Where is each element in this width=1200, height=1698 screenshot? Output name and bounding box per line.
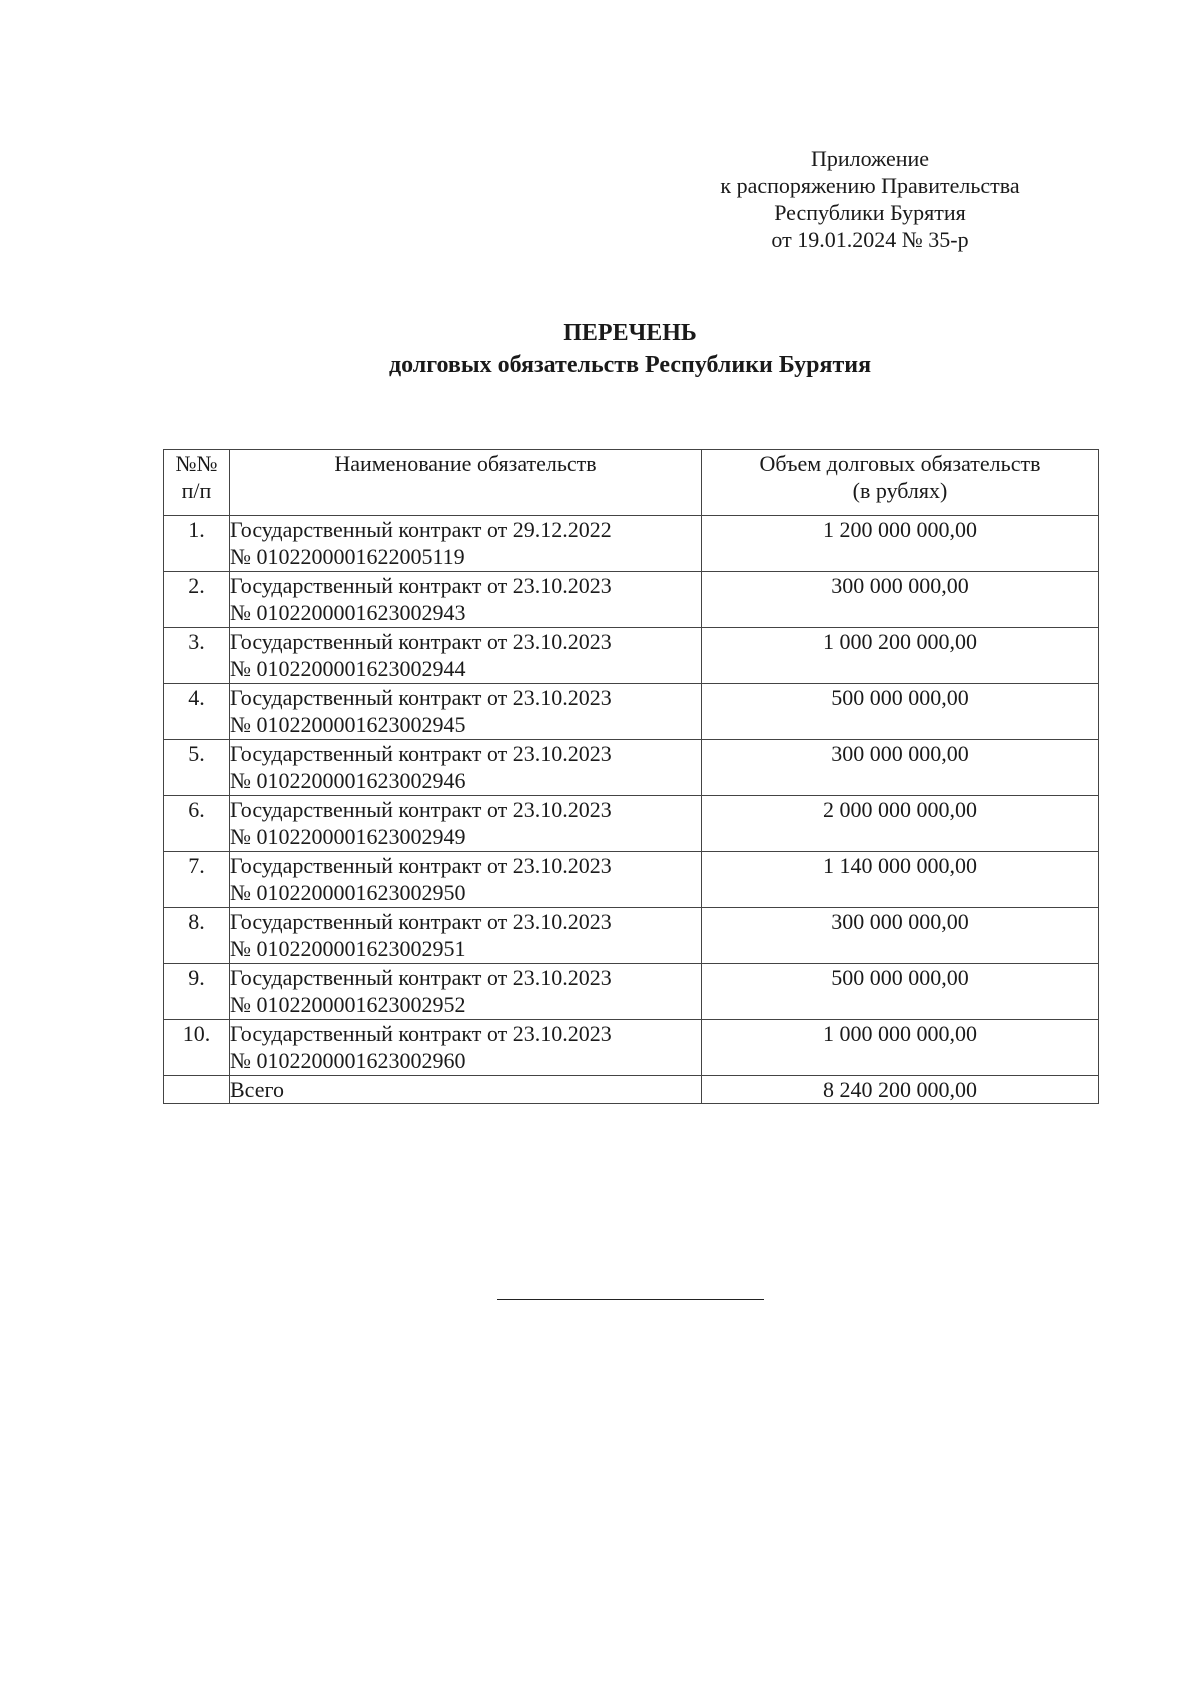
header-name-text: Наименование обязательств [334,451,597,476]
row-number: 10. [164,1020,230,1076]
appendix-date: от 19.01.2024 № 35-р [771,227,969,252]
row-name [230,684,702,740]
total-amount: 8 240 200 000,00 [702,1076,1099,1104]
contract-title: Государственный контракт от 23.10.2023 [230,741,612,766]
row-number: 3. [164,628,230,684]
row-number: 1. [164,516,230,572]
row-name [230,740,702,796]
contract-title: Государственный контракт от 23.10.2023 [230,909,612,934]
row-number: 2. [164,572,230,628]
contract-number: № 0102200001623002951 [230,936,466,961]
row-name [230,796,702,852]
total-number-cell [164,1076,230,1104]
table-row [164,852,1099,908]
row-amount: 300 000 000,00 [702,908,1099,964]
table-row [164,796,1099,852]
row-amount: 300 000 000,00 [702,740,1099,796]
contract-title: Государственный контракт от 23.10.2023 [230,965,612,990]
row-name [230,852,702,908]
contract-number: № 0102200001623002946 [230,768,466,793]
contract-title: Государственный контракт от 29.12.2022 [230,517,612,542]
table-row [164,964,1099,1020]
appendix-title: Приложение [810,146,930,171]
table-row [164,572,1099,628]
contract-title: Государственный контракт от 23.10.2023 [230,629,612,654]
header-amount-line2: (в рублях) [852,478,948,503]
contract-title: Государственный контракт от 23.10.2023 [230,573,612,598]
row-amount: 1 200 000 000,00 [702,516,1099,572]
debt-obligations-table [163,449,1099,1104]
contract-number: № 0102200001622005119 [230,544,465,569]
contract-title: Государственный контракт от 23.10.2023 [230,797,612,822]
row-amount: 500 000 000,00 [702,964,1099,1020]
contract-number: № 0102200001623002950 [230,880,466,905]
contract-number: № 0102200001623002952 [230,992,466,1017]
row-amount: 300 000 000,00 [702,572,1099,628]
table-row [164,740,1099,796]
contract-title: Государственный контракт от 23.10.2023 [230,853,612,878]
contract-title: Государственный контракт от 23.10.2023 [230,685,612,710]
table-header-row [164,450,1099,516]
signature-separator-line [497,1299,764,1300]
appendix-block [690,145,1050,253]
row-amount: 2 000 000 000,00 [702,796,1099,852]
contract-number: № 0102200001623002949 [230,824,466,849]
row-number: 9. [164,964,230,1020]
contract-number: № 0102200001623002945 [230,712,466,737]
contract-number: № 0102200001623002943 [230,600,466,625]
table-total-row [164,1076,1099,1104]
row-name [230,572,702,628]
row-name [230,516,702,572]
document-title [0,317,1200,381]
total-label: Всего [230,1076,702,1104]
header-amount [702,450,1099,516]
appendix-decree: к распоряжению Правительства [720,173,1020,198]
row-number: 8. [164,908,230,964]
row-name [230,964,702,1020]
row-amount: 1 140 000 000,00 [702,852,1099,908]
row-amount: 500 000 000,00 [702,684,1099,740]
row-name [230,1020,702,1076]
table-row [164,908,1099,964]
header-name [230,450,702,516]
row-number: 6. [164,796,230,852]
appendix-republic: Республики Бурятия [774,200,966,225]
header-amount-line1: Объем долговых обязательств [759,451,1041,476]
header-number [164,450,230,516]
table-row [164,1020,1099,1076]
row-amount: 1 000 000 000,00 [702,1020,1099,1076]
contract-number: № 0102200001623002960 [230,1048,466,1073]
header-number-line1: №№ [175,451,218,476]
table-row [164,628,1099,684]
contract-title: Государственный контракт от 23.10.2023 [230,1021,612,1046]
title-subheading: долговых обязательств Республики Бурятия [388,352,872,378]
table-row [164,684,1099,740]
title-heading: ПЕРЕЧЕНЬ [563,320,697,346]
contract-number: № 0102200001623002944 [230,656,466,681]
header-number-line2: п/п [181,478,212,503]
row-amount: 1 000 200 000,00 [702,628,1099,684]
row-name [230,908,702,964]
row-number: 5. [164,740,230,796]
table-row [164,516,1099,572]
row-number: 7. [164,852,230,908]
row-number: 4. [164,684,230,740]
row-name [230,628,702,684]
